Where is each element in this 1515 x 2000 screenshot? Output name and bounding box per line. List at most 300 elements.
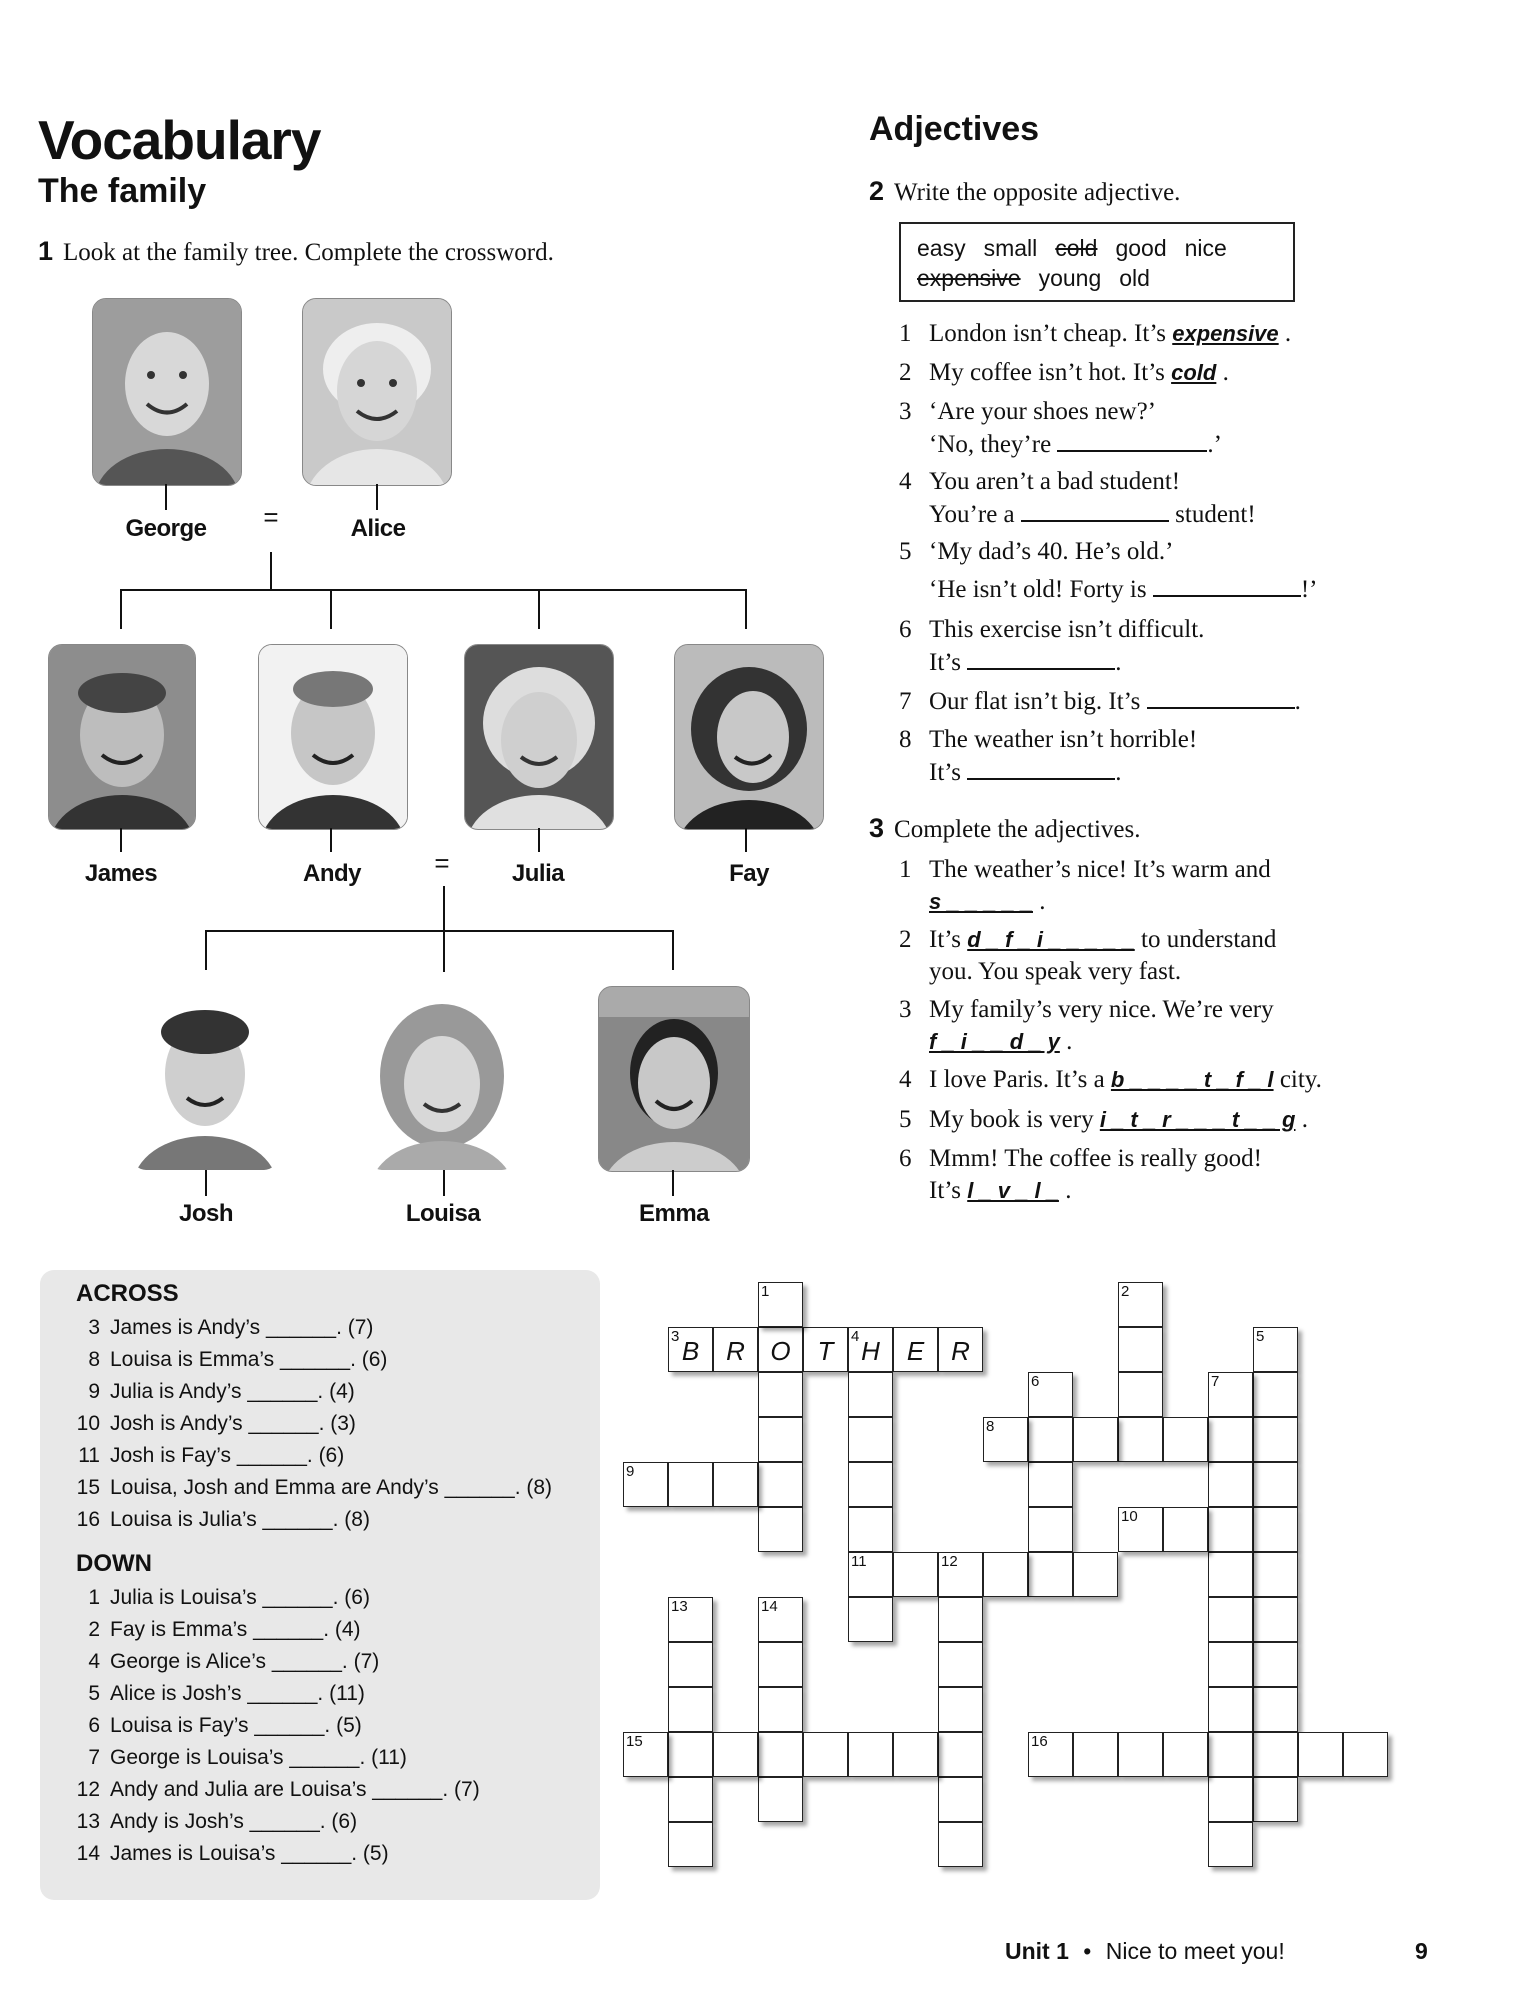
exercise-instruction: Look at the family tree. Complete the crossword. xyxy=(63,239,554,266)
clue-item xyxy=(60,1678,590,1710)
equals-sign: = xyxy=(434,848,450,878)
crossword-cell[interactable] xyxy=(983,1417,1028,1462)
answer-blank[interactable] xyxy=(1147,685,1295,709)
crossword-cell[interactable] xyxy=(1028,1552,1073,1597)
item-text: Mmm! The coffee is really good! xyxy=(929,1145,1263,1172)
photo-george xyxy=(92,298,242,486)
item-text: . xyxy=(1222,359,1229,386)
crossword-cell[interactable] xyxy=(848,1462,893,1507)
answer-blank[interactable] xyxy=(1021,498,1169,522)
photo-louisa xyxy=(368,986,516,1170)
clue-number: 11 xyxy=(78,1444,100,1467)
tree-line xyxy=(120,589,122,629)
tree-line xyxy=(672,930,674,970)
item-text: . xyxy=(1294,688,1301,715)
tree-line xyxy=(538,828,540,852)
crossword-cell[interactable] xyxy=(848,1417,893,1462)
crossword-cell[interactable] xyxy=(758,1282,803,1327)
crossword-cell[interactable] xyxy=(938,1777,983,1822)
word: old xyxy=(1119,265,1150,291)
crossword-cell[interactable] xyxy=(668,1642,713,1687)
word: easy xyxy=(917,235,966,261)
clue-text: James is Andy’s ______. (7) xyxy=(110,1316,374,1339)
item-text: . xyxy=(1039,888,1046,915)
crossword-cell[interactable] xyxy=(1163,1417,1208,1462)
clue-number: 7 xyxy=(88,1746,100,1769)
exercise-instruction: Write the opposite adjective. xyxy=(894,179,1181,206)
page-number: 9 xyxy=(1415,1938,1428,1964)
item-text: . xyxy=(1065,1177,1072,1204)
item-number: 3 xyxy=(899,996,912,1023)
answer: cold xyxy=(1171,360,1217,385)
clue-number: 6 xyxy=(88,1714,100,1737)
crossword-cell[interactable] xyxy=(1253,1327,1298,1372)
footer-title: Nice to meet you! xyxy=(1105,1938,1285,1964)
tree-line xyxy=(205,930,673,932)
crossword-cell[interactable] xyxy=(1028,1462,1073,1507)
crossword-cell[interactable] xyxy=(1073,1732,1118,1777)
item-text: to understand xyxy=(1141,926,1277,953)
crossword-cell[interactable] xyxy=(938,1597,983,1642)
word: young xyxy=(1038,265,1102,291)
item-number: 3 xyxy=(899,398,912,425)
tree-line xyxy=(745,828,747,852)
cell-number: 5 xyxy=(1256,1328,1265,1345)
item-text: You aren’t a bad student! xyxy=(929,468,1181,495)
ex3-item-4 xyxy=(899,1064,1322,1096)
item-text: My family’s very nice. We’re very xyxy=(929,996,1274,1023)
item-text: The weather isn’t horrible! xyxy=(929,726,1198,753)
cell-number: 14 xyxy=(761,1598,778,1615)
crossword-cell[interactable] xyxy=(938,1822,983,1867)
clue-item xyxy=(60,1614,590,1646)
crossword-cell[interactable] xyxy=(713,1732,758,1777)
crossword-cell[interactable] xyxy=(758,1732,803,1777)
exercise-2-heading xyxy=(869,176,1180,207)
word: nice xyxy=(1184,235,1227,261)
item-text: It’s xyxy=(929,926,961,953)
item-text: The weather’s nice! It’s warm and xyxy=(929,856,1271,883)
crossword-cell[interactable] xyxy=(1253,1642,1298,1687)
word-crossed: expensive xyxy=(917,265,1021,291)
item-number: 6 xyxy=(899,616,912,643)
clue-item xyxy=(60,1806,590,1838)
clue-item xyxy=(60,1472,590,1504)
cell-number: 15 xyxy=(626,1733,643,1750)
crossword-cell[interactable] xyxy=(758,1597,803,1642)
clue-text: Fay is Emma’s ______. (4) xyxy=(110,1618,361,1641)
photo-alice xyxy=(302,298,452,486)
photo-josh xyxy=(132,986,278,1170)
clue-item xyxy=(60,1774,590,1806)
crossword-cell[interactable] xyxy=(848,1327,893,1372)
tree-line xyxy=(745,589,747,629)
section-subtitle: The family xyxy=(38,172,207,210)
crossword-cell[interactable] xyxy=(1073,1417,1118,1462)
word-box xyxy=(899,222,1295,302)
crossword-cell[interactable] xyxy=(713,1462,758,1507)
crossword-cell[interactable] xyxy=(893,1552,938,1597)
crossword-cell[interactable] xyxy=(1118,1327,1163,1372)
footer-unit: Unit 1 xyxy=(1005,1938,1069,1964)
answer-letters[interactable]: s _ _ _ _ _ xyxy=(929,889,1033,914)
ex2-item-7 xyxy=(899,685,1301,718)
item-text: I love Paris. It’s a xyxy=(929,1066,1105,1093)
exercise-3-heading xyxy=(869,813,1140,844)
crossword-cell[interactable] xyxy=(803,1327,848,1372)
cell-number: 12 xyxy=(941,1553,958,1570)
tree-line xyxy=(120,589,746,591)
clue-item xyxy=(60,1504,590,1536)
crossword-cell[interactable] xyxy=(1253,1507,1298,1552)
item-text: . xyxy=(1066,1028,1073,1055)
clue-number: 2 xyxy=(88,1618,100,1641)
item-number: 4 xyxy=(899,1066,912,1093)
cell-number: 3 xyxy=(671,1328,680,1345)
clue-number: 8 xyxy=(88,1348,100,1371)
item-number: 5 xyxy=(899,1106,912,1133)
crossword-cell[interactable] xyxy=(1208,1372,1253,1417)
tree-line xyxy=(538,589,540,629)
clue-text: Louisa, Josh and Emma are Andy’s ______. (8) xyxy=(110,1476,553,1499)
crossword-cell[interactable] xyxy=(1208,1417,1253,1462)
tree-line xyxy=(330,589,332,629)
crossword-cell[interactable] xyxy=(1028,1732,1073,1777)
item-text: . xyxy=(1115,649,1122,676)
ex3-item-6 xyxy=(899,1143,1262,1207)
name-josh: Josh xyxy=(178,1200,234,1227)
answer-letters[interactable]: l _ v _ l _ xyxy=(967,1178,1059,1203)
item-number: 6 xyxy=(899,1145,912,1172)
answer-blank[interactable] xyxy=(1153,573,1301,597)
item-text: Our flat isn’t big. It’s xyxy=(929,688,1141,715)
crossword-cell[interactable] xyxy=(1208,1687,1253,1732)
crossword-cell[interactable] xyxy=(758,1687,803,1732)
crossword-cell[interactable] xyxy=(938,1732,983,1777)
item-number: 2 xyxy=(899,359,912,386)
crossword-cell[interactable] xyxy=(848,1507,893,1552)
ex3-item-5 xyxy=(899,1104,1308,1136)
clue-number: 15 xyxy=(76,1476,100,1499)
across-clues-list xyxy=(60,1312,590,1536)
clue-number: 5 xyxy=(88,1682,100,1705)
clue-item xyxy=(60,1376,590,1408)
item-text: This exercise isn’t difficult. xyxy=(929,616,1205,643)
photo-andy xyxy=(258,644,408,830)
tree-line xyxy=(205,930,207,970)
ex3-item-1 xyxy=(899,854,1271,918)
cell-number: 13 xyxy=(671,1598,688,1615)
clue-text: Louisa is Emma’s ______. (6) xyxy=(110,1348,388,1371)
crossword-cell[interactable] xyxy=(1253,1372,1298,1417)
item-number: 1 xyxy=(899,320,912,347)
clue-item xyxy=(60,1646,590,1678)
crossword-cell[interactable] xyxy=(848,1597,893,1642)
crossword-cell[interactable] xyxy=(893,1732,938,1777)
equals-sign: = xyxy=(263,502,279,532)
exercise-instruction: Complete the adjectives. xyxy=(894,816,1141,843)
crossword-cell[interactable] xyxy=(758,1507,803,1552)
item-text: You’re a xyxy=(929,501,1015,528)
exercise-number: 3 xyxy=(869,813,885,843)
name-louisa: Louisa xyxy=(405,1200,481,1227)
tree-line xyxy=(376,484,378,510)
clue-text: Julia is Louisa’s ______. (6) xyxy=(110,1586,370,1609)
ex2-item-6 xyxy=(899,614,1204,679)
cell-number: 4 xyxy=(851,1328,860,1345)
crossword-cell[interactable] xyxy=(1163,1732,1208,1777)
tree-line xyxy=(672,1170,674,1196)
name-fay: Fay xyxy=(729,860,769,887)
crossword-cell[interactable] xyxy=(668,1732,713,1777)
ex2-item-3 xyxy=(899,396,1222,461)
crossword-cell[interactable] xyxy=(938,1687,983,1732)
crossword-cell[interactable] xyxy=(1343,1732,1388,1777)
clue-text: Louisa is Julia’s ______. (8) xyxy=(110,1508,370,1531)
crossword-cell[interactable] xyxy=(758,1777,803,1822)
item-text: ‘Are your shoes new?’ xyxy=(929,398,1157,425)
clue-number: 1 xyxy=(88,1586,100,1609)
tree-line xyxy=(270,552,272,590)
item-text: !’ xyxy=(1300,576,1318,603)
crossword-cell[interactable] xyxy=(938,1642,983,1687)
footer-bullet: • xyxy=(1083,1938,1092,1964)
cell-letter: E xyxy=(906,1336,925,1366)
crossword-cell[interactable] xyxy=(1208,1642,1253,1687)
name-andy: Andy xyxy=(303,860,361,887)
cell-number: 2 xyxy=(1121,1283,1130,1300)
answer-letters[interactable]: b _ _ _ _ t _ f _ l xyxy=(1110,1067,1274,1092)
clue-text: George is Louisa’s ______. (11) xyxy=(110,1746,407,1769)
crossword-cell[interactable] xyxy=(803,1732,848,1777)
crossword-cell[interactable] xyxy=(758,1462,803,1507)
word: small xyxy=(983,235,1038,261)
across-heading: ACROSS xyxy=(76,1280,179,1307)
item-number: 1 xyxy=(899,856,912,883)
name-james: James xyxy=(84,860,158,887)
ex2-item-1 xyxy=(899,318,1291,350)
crossword-cell[interactable] xyxy=(623,1462,668,1507)
clue-item xyxy=(60,1838,590,1870)
ex3-item-3 xyxy=(899,994,1274,1058)
crossword-cell[interactable] xyxy=(1118,1282,1163,1327)
crossword-cell[interactable] xyxy=(623,1732,668,1777)
clue-text: Louisa is Fay’s ______. (5) xyxy=(110,1714,362,1737)
clue-item xyxy=(60,1440,590,1472)
clue-number: 14 xyxy=(76,1842,100,1865)
clue-number: 12 xyxy=(76,1778,100,1801)
crossword-cell[interactable] xyxy=(1253,1777,1298,1822)
down-clues-list xyxy=(60,1582,590,1870)
name-emma: Emma xyxy=(638,1200,710,1227)
crossword-cell[interactable] xyxy=(1253,1462,1298,1507)
item-text: . xyxy=(1301,1106,1308,1133)
crossword-cell[interactable] xyxy=(1253,1417,1298,1462)
crossword-cell[interactable] xyxy=(1118,1507,1163,1552)
clue-number: 9 xyxy=(88,1380,100,1403)
item-text: city. xyxy=(1279,1066,1322,1093)
crossword-cell[interactable] xyxy=(668,1822,713,1867)
clue-text: Andy is Josh’s ______. (6) xyxy=(110,1810,358,1833)
ex2-item-4 xyxy=(899,466,1256,531)
crossword-cell[interactable] xyxy=(848,1372,893,1417)
crossword-cell[interactable] xyxy=(1028,1507,1073,1552)
item-text: you. You speak very fast. xyxy=(929,958,1182,985)
crossword-cell[interactable] xyxy=(1118,1417,1163,1462)
photo-james xyxy=(48,644,196,830)
photo-fay xyxy=(674,644,824,830)
cell-number: 1 xyxy=(761,1283,770,1300)
down-heading: DOWN xyxy=(76,1550,152,1577)
exercise-number: 2 xyxy=(869,176,885,206)
crossword-cell[interactable] xyxy=(1028,1372,1073,1417)
answer-letters[interactable]: d _ f _ i _ _ _ _ _ xyxy=(967,927,1135,952)
ex3-item-2 xyxy=(899,924,1276,988)
item-text: . xyxy=(1284,320,1292,347)
section-title-adjectives: Adjectives xyxy=(869,110,1040,148)
cell-letter: T xyxy=(817,1336,834,1366)
ex2-item-2 xyxy=(899,357,1229,389)
clue-text: Andy and Julia are Louisa’s ______. (7) xyxy=(110,1778,480,1801)
cell-number: 10 xyxy=(1121,1508,1138,1525)
crossword-cell[interactable] xyxy=(983,1552,1028,1597)
crossword-cell[interactable] xyxy=(848,1732,893,1777)
clue-text: Alice is Josh’s ______. (11) xyxy=(110,1682,365,1705)
cell-number: 11 xyxy=(851,1553,867,1570)
clue-item xyxy=(60,1344,590,1376)
clue-text: George is Alice’s ______. (7) xyxy=(110,1650,380,1673)
item-number: 8 xyxy=(899,726,912,753)
clue-text: Josh is Fay’s ______. (6) xyxy=(110,1444,345,1467)
cell-number: 9 xyxy=(626,1463,635,1480)
clue-number: 4 xyxy=(88,1650,100,1673)
crossword-cell[interactable] xyxy=(1208,1552,1253,1597)
tree-line xyxy=(443,886,445,972)
word-crossed: cold xyxy=(1055,235,1098,261)
crossword-clues xyxy=(60,1280,590,1870)
answer-blank[interactable] xyxy=(967,756,1115,780)
crossword-cell[interactable] xyxy=(1208,1732,1253,1777)
item-text: My book is very xyxy=(929,1106,1094,1133)
crossword-cell[interactable] xyxy=(758,1327,803,1372)
clue-text: Julia is Andy’s ______. (4) xyxy=(110,1380,355,1403)
crossword-cell[interactable] xyxy=(1208,1777,1253,1822)
exercise-number: 1 xyxy=(38,236,54,266)
tree-line xyxy=(443,1170,445,1196)
clue-text: James is Louisa’s ______. (5) xyxy=(110,1842,389,1865)
crossword-cell[interactable] xyxy=(668,1777,713,1822)
clue-item xyxy=(60,1582,590,1614)
item-text: It’s xyxy=(929,759,961,786)
crossword-cell[interactable] xyxy=(1163,1507,1208,1552)
answer-blank[interactable] xyxy=(1057,428,1207,452)
crossword-cell[interactable] xyxy=(668,1597,713,1642)
crossword-cell[interactable] xyxy=(713,1327,758,1372)
crossword-cell[interactable] xyxy=(668,1462,713,1507)
clue-number: 3 xyxy=(88,1316,100,1339)
page-footer xyxy=(1005,1938,1285,1965)
item-number: 7 xyxy=(899,688,912,715)
crossword-cell[interactable] xyxy=(938,1552,983,1597)
crossword-cell[interactable] xyxy=(1118,1732,1163,1777)
cell-letter: O xyxy=(770,1336,791,1366)
ex2-item-8 xyxy=(899,724,1197,789)
tree-line xyxy=(165,484,167,510)
crossword-cell[interactable] xyxy=(1298,1732,1343,1777)
cell-letter: B xyxy=(681,1336,700,1366)
answer-letters[interactable]: i _ t _ r _ _ _ t _ _ g xyxy=(1099,1107,1296,1132)
item-text: London isn’t cheap. It’s xyxy=(929,320,1166,347)
crossword-cell[interactable] xyxy=(1253,1687,1298,1732)
crossword-cell[interactable] xyxy=(758,1417,803,1462)
item-number: 4 xyxy=(899,468,912,495)
crossword-cell[interactable] xyxy=(1253,1732,1298,1777)
answer-letters[interactable]: f _ i _ _ d _ y xyxy=(929,1029,1060,1054)
photo-emma xyxy=(598,986,750,1172)
item-text[interactable]: ‘No, they’re xyxy=(929,431,1052,458)
crossword-cell[interactable] xyxy=(1253,1552,1298,1597)
crossword-cell[interactable] xyxy=(1208,1822,1253,1867)
crossword-cell[interactable] xyxy=(848,1552,893,1597)
crossword-cell[interactable] xyxy=(938,1327,983,1372)
exercise-1-heading xyxy=(38,236,554,267)
item-text: It’s xyxy=(929,1177,961,1204)
item-number: 5 xyxy=(899,538,912,565)
item-text: student! xyxy=(1175,501,1256,528)
cell-letter: R xyxy=(951,1336,970,1366)
clue-item xyxy=(60,1408,590,1440)
cell-number: 8 xyxy=(986,1418,995,1435)
crossword-cell[interactable] xyxy=(758,1372,803,1417)
answer-blank[interactable] xyxy=(967,646,1115,670)
crossword-cell[interactable] xyxy=(893,1327,938,1372)
item-text: ‘My dad’s 40. He’s old.’ xyxy=(929,538,1174,565)
clue-item xyxy=(60,1312,590,1344)
page-title: Vocabulary xyxy=(38,109,321,171)
name-julia: Julia xyxy=(511,860,565,887)
tree-line xyxy=(205,1170,207,1196)
name-alice: Alice xyxy=(350,515,406,542)
tree-line xyxy=(120,828,122,852)
crossword-cell[interactable] xyxy=(668,1327,713,1372)
clue-number: 10 xyxy=(76,1412,100,1435)
crossword-cell[interactable] xyxy=(1253,1597,1298,1642)
crossword-cell[interactable] xyxy=(1073,1552,1118,1597)
cell-number: 16 xyxy=(1031,1733,1048,1750)
word: good xyxy=(1115,235,1167,261)
crossword-cell[interactable] xyxy=(668,1687,713,1732)
clue-number: 16 xyxy=(76,1508,100,1531)
cell-number: 7 xyxy=(1211,1373,1220,1390)
crossword-cell[interactable] xyxy=(1118,1372,1163,1417)
tree-line xyxy=(330,828,332,852)
cell-letter: R xyxy=(726,1336,745,1366)
answer: expensive xyxy=(1172,321,1279,346)
clue-text: Josh is Andy’s ______. (3) xyxy=(110,1412,356,1435)
crossword-cell[interactable] xyxy=(1208,1462,1253,1507)
photo-julia xyxy=(464,644,614,830)
item-text: My coffee isn’t hot. It’s xyxy=(929,359,1165,386)
crossword-cell[interactable] xyxy=(758,1642,803,1687)
cell-letter: H xyxy=(861,1336,880,1366)
item-text: .’ xyxy=(1207,431,1222,458)
item-text: ‘He isn’t old! Forty is xyxy=(929,576,1147,603)
crossword-cell[interactable] xyxy=(1028,1417,1073,1462)
crossword-cell[interactable] xyxy=(1208,1597,1253,1642)
clue-item xyxy=(60,1710,590,1742)
crossword-cell[interactable] xyxy=(1208,1507,1253,1552)
item-text: . xyxy=(1115,759,1122,786)
